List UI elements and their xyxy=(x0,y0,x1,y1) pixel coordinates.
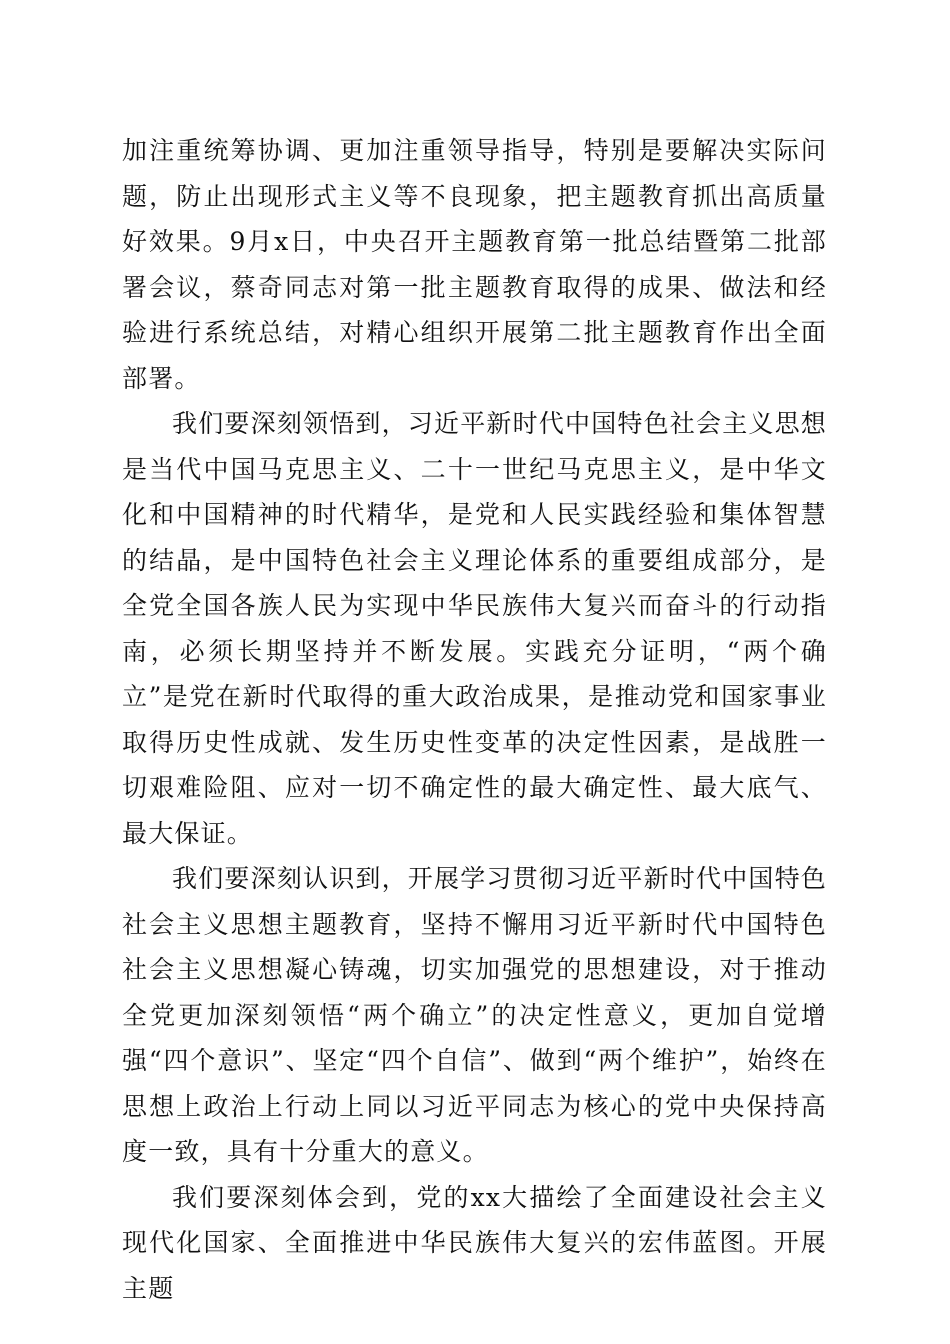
paragraph-blueprint: 我们要深刻体会到，党的xx大描绘了全面建设社会主义现代化国家、全面推进中华民族伟大复兴的宏伟蓝图。开展主题 xyxy=(122,1182,827,1303)
document-body xyxy=(122,128,827,1311)
paragraph-continuation: 加注重统筹协调、更加注重领导指导，特别是要解决实际问题，防止出现形式主义等不良现象，把主题教育抓出高质量好效果。9月x日，中央召开主题教育第一批总结暨第二批部署会议，蔡奇同志对第一批主题教育取得的成果、做法和经验进行系统总结，对精心组织开展第二批主题教育作出全面部署。 xyxy=(122,136,827,393)
paragraph-theme-education-significance: 我们要深刻认识到，开展学习贯彻习近平新时代中国特色社会主义思想主题教育，坚持不懈用习近平新时代中国特色社会主义思想凝心铸魂，切实加强党的思想建设，对于推动全党更加深刻领悟“两个确立”的决定性意义，更加自觉增强“四个意识”、坚定“四个自信”、做到“两个维护”，始终在思想上政治上行动上同以习近平同志为核心的党中央保持高度一致，具有十分重大的意义。 xyxy=(122,864,828,1166)
paragraph-guiding-thought: 我们要深刻领悟到，习近平新时代中国特色社会主义思想是当代中国马克思主义、二十一世纪马克思主义，是中华文化和中国精神的时代精华，是党和人民实践经验和集体智慧的结晶，是中国特色社会主义理论体系的重要组成部分，是全党全国各族人民为实现中华民族伟大复兴而奋斗的行动指南，必须长期坚持并不断发展。实践充分证明，“两个确立”是党在新时代取得的重大政治成果，是推动党和国家事业取得历史性成就、发生历史性变革的决定性因素，是战胜一切艰难险阻、应对一切不确定性的最大确定性、最大底气、最大保证。 xyxy=(122,409,828,848)
